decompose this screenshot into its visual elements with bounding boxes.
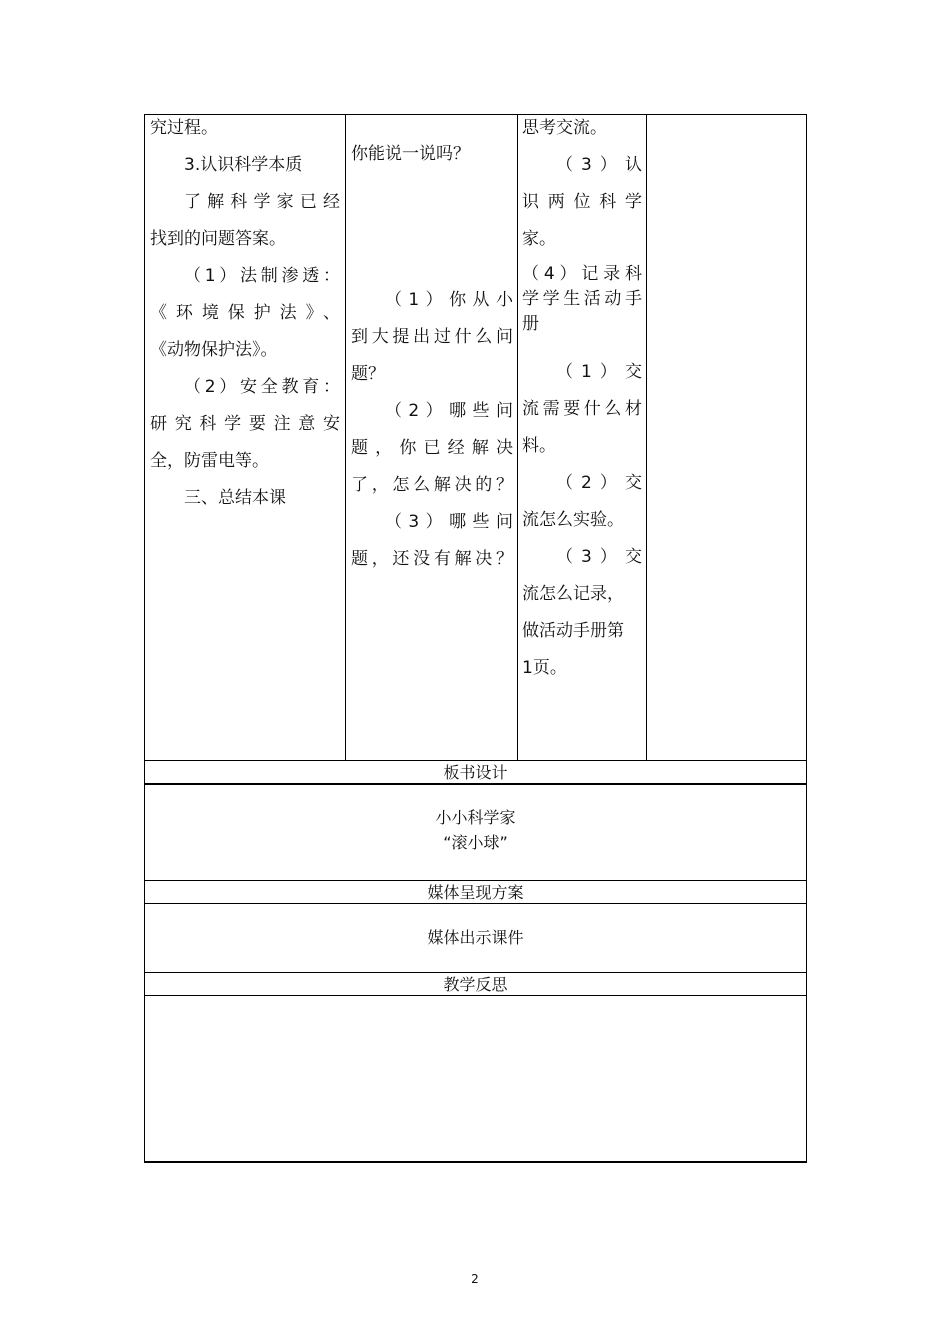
text-line: 学学生活动手 [522, 289, 642, 309]
text-line: （3）哪些问 [385, 512, 513, 532]
board-design-subtitle: “滚小球” [443, 833, 508, 852]
text-line: 流怎么记录， [522, 584, 624, 604]
text-line: 流需要什么材 [522, 399, 642, 419]
text-line: （4）记录科 [522, 264, 642, 284]
text-line: 题，你已经解决 [351, 438, 513, 458]
text-line: 《环境保护法》、 [150, 303, 340, 323]
board-design-header: 板书设计 [443, 763, 508, 782]
student-column-exchange [522, 354, 642, 687]
column-divider-3 [646, 114, 647, 760]
reflection-header: 教学反思 [443, 975, 508, 994]
text-line: 册 [522, 314, 539, 334]
table-left-border [144, 114, 145, 1162]
row-divider [144, 972, 807, 973]
teacher-column [351, 136, 513, 173]
text-line: （1）交 [556, 362, 642, 382]
text-line: 题？ [351, 364, 385, 384]
activity-column [150, 110, 340, 517]
text-line: 1页。 [522, 658, 567, 678]
text-line: （3）交 [556, 547, 642, 567]
text-line: 你能说一说吗？ [351, 144, 470, 164]
text-line: 全，防雷电等。 [150, 451, 269, 471]
text-line: （2）安全教育： [184, 377, 340, 397]
text-line: （3）认 [556, 155, 642, 175]
student-column-record [522, 262, 642, 337]
text-line: （2）交 [556, 473, 642, 493]
text-line: 研究科学要注意安 [150, 414, 340, 434]
text-line: 了解科学家已经 [184, 192, 340, 212]
text-line: 找到的问题答案。 [150, 229, 286, 249]
row-divider [144, 903, 807, 904]
student-column [522, 110, 642, 258]
text-line: 《动物保护法》。 [150, 340, 278, 360]
text-line: 家。 [522, 229, 556, 249]
text-line: 3.认识科学本质 [184, 155, 303, 175]
text-line: 了，怎么解决的？ [351, 475, 513, 495]
page-number: 2 [471, 1272, 479, 1286]
media-plan-header: 媒体呈现方案 [427, 883, 524, 902]
row-divider [144, 995, 807, 996]
table-bottom-border [144, 1161, 807, 1163]
column-divider-1 [345, 114, 346, 760]
row-divider [144, 880, 807, 881]
text-line: 料。 [522, 436, 556, 456]
teacher-column-questions [351, 282, 513, 578]
text-line: （1）法制渗透： [184, 266, 340, 286]
text-line: 流怎么实验。 [522, 510, 624, 530]
table-right-border [806, 114, 807, 1162]
text-line: 思考交流。 [522, 118, 607, 138]
text-line: 到大提出过什么问 [351, 327, 513, 347]
text-line: 题，还没有解决？ [351, 549, 513, 569]
media-plan-content: 媒体出示课件 [427, 928, 524, 947]
board-design-title: 小小科学家 [435, 808, 516, 827]
row-divider [144, 760, 807, 761]
text-line: 究过程。 [150, 118, 218, 138]
text-line: 识两位科学 [522, 192, 642, 212]
column-divider-2 [517, 114, 518, 760]
text-line: 三、总结本课 [184, 488, 286, 508]
text-line: （2）哪些问 [385, 401, 513, 421]
text-line: 做活动手册第 [522, 621, 624, 641]
row-divider [144, 783, 807, 785]
text-line: （1）你从小 [385, 290, 513, 310]
